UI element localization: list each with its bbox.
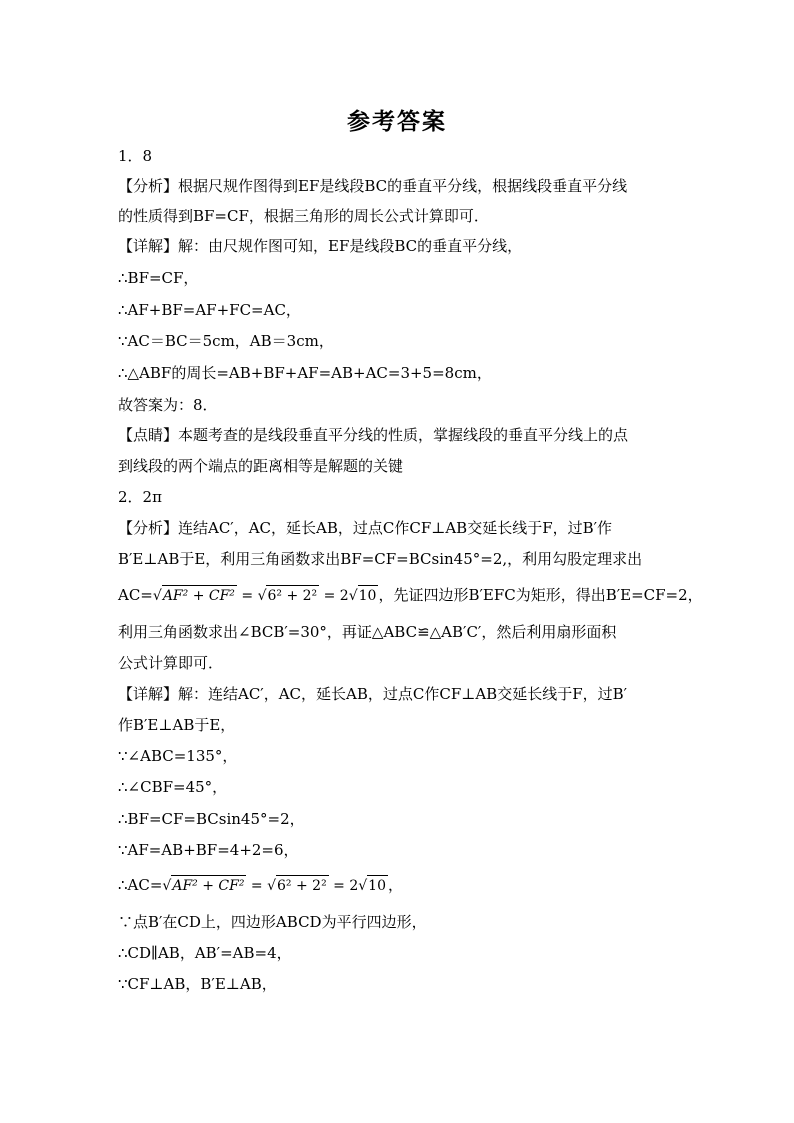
analysis-line: 【分析】连结AC′，AC，延长AB，过点C作CF⊥AB交延长线于F，过B′作 [118,519,613,537]
analysis-line: B′E⊥AB于E，利用三角函数求出BF=CF=BCsin45°=2,，利用勾股定理求出 [118,550,643,568]
solution-line: ∴AF+BF=AF+FC=AC， [118,301,301,319]
analysis-line: 公式计算即可． [118,654,224,672]
solution-line: 故答案为：8． [118,396,218,414]
comment-line: 【点睛】本题考查的是线段垂直平分线的性质，掌握线段的垂直平分线上的点 [118,426,629,444]
solution-line: ∵CF⊥AB，B′E⊥AB， [118,975,277,993]
solution-line: ∴BF=CF， [118,269,199,287]
formula-suffix: ，先证四边形B′EFC为矩形，得出B′E=CF=2， [378,586,703,604]
solution-line: ∵∠ABC=135°， [118,747,238,765]
solution-line: ∵AF=AB+BF=4+2=6， [118,841,299,859]
formula-prefix: ∴AC= [118,876,163,894]
formula-suffix: ， [387,876,403,894]
solution-line: ∴∠CBF=45°， [118,778,228,796]
solution-line: ∴BF=CF=BCsin45°=2， [118,810,305,828]
solution-line: ∴CD∥AB，AB′=AB=4， [118,944,292,962]
solution-line: ∴△ABF的周长=AB+BF+AF=AB+AC=3+5=8cm， [118,364,492,382]
formula-prefix: AC= [118,586,153,604]
analysis-line: 【分析】根据尺规作图得到EF是线段BC的垂直平分线，根据线段垂直平分线 [118,177,628,195]
analysis-line: 利用三角函数求出∠BCB′=30°，再证△ABC≌△AB′C′，然后利用扇形面积 [118,623,617,641]
solution-line: 【详解】解：连结AC′，AC，延长AB，过点C作CF⊥AB交延长线于F，过B′ [118,685,628,703]
solution-line: 【详解】解：由尺规作图可知，EF是线段BC的垂直平分线， [118,237,523,255]
question-2-answer: 2．2π [118,488,162,506]
solution-line: ∵AC＝BC＝5cm，AB＝3cm， [118,332,334,350]
solution-line: 作B′E⊥AB于E， [118,716,236,734]
solution-line: ∵点B′在CD上，四边形ABCD为平行四边形， [118,913,427,931]
formula: √AF² + CF² = √6² + 2² = 2√10 [162,875,388,896]
formula: √AF² + CF² = √6² + 2² = 2√10 [153,585,379,606]
analysis-formula-line [118,585,703,606]
page-title: 参考答案 [347,108,447,135]
comment-line: 到线段的两个端点的距离相等是解题的关键 [118,457,404,475]
solution-formula-line [118,875,678,896]
question-1-answer: 1．8 [118,147,153,165]
analysis-line: 的性质得到BF=CF，根据三角形的周长公式计算即可． [118,207,489,225]
